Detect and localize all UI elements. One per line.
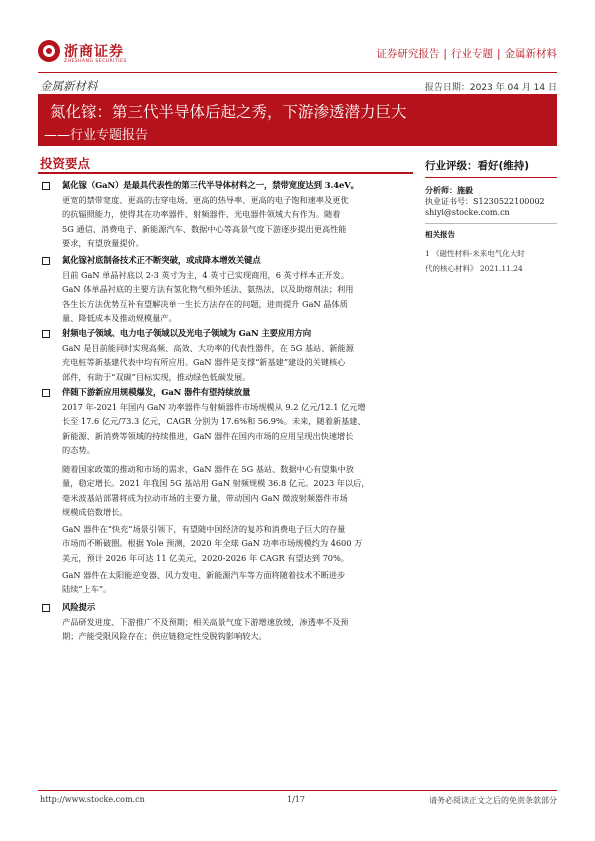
text-line: 市场而不断破圈。根据 Yole 预测，2020 年全球 GaN 功率市场规模约为 4600 万 [62,538,363,549]
section-heading: 氮化镓衬底制备技术正不断突破，或成降本增效关键点 [62,255,261,265]
report-title: 氮化镓：第三代半导体后起之秀，下游渗透潜力巨大 [50,103,407,121]
section-paragraph [62,462,370,519]
related-report-item[interactable]: 1 《磁性材料-未来电气化大时 [425,249,525,258]
report-date: 报告日期：2023 年 04 月 14 日 [424,83,557,93]
bullet-checkbox-icon [42,330,50,338]
nav-separator: | [496,48,501,60]
bullet-checkbox-icon [42,257,50,265]
sector-label: 金属新材料 [40,79,98,93]
main-heading: 投资要点 [40,156,91,171]
section-paragraph [62,615,349,644]
text-line: 长至 17.6 亿元/73.3 亿元，CAGR 分别为 17.6%和 56.9%。未来，随着新基建、 [62,416,366,427]
analyst-email: shiyi@stocke.com.cn [425,208,510,217]
section-paragraph [62,193,349,250]
bullet-checkbox-icon [42,389,50,397]
related-reports-heading: 相关报告 [425,230,455,239]
text-line: GaN 器件在太阳能逆变器、风力发电、新能源汽车等方面将随着技术不断进步 [62,570,346,580]
section-heading: 风险提示 [62,602,96,612]
text-line: 新能源、新消费等领域的持续推进，GaN 器件在国内市场的应用呈现出快速增长 [62,430,354,441]
footer-website-link[interactable]: http://www.stocke.com.cn [40,795,145,804]
text-line: 各生长方法优势互补有望解决单一生长方法存在的问题，进而提升 GaN 晶体质 [62,298,348,309]
text-line: 规模成倍数增长。 [62,506,128,517]
nav-separator: | [443,48,447,60]
header-divider [38,72,557,73]
text-line: 量、降低成本及推动规模量产。 [62,312,177,323]
text-line: 期；产能受限风险存在；供应链稳定性受脱钩影响较大。 [62,631,267,642]
industry-rating: 行业评级：看好(维持) [425,160,530,172]
text-line: 更宽的禁带宽度、更高的击穿电场、更高的热导率、更高的电子饱和速率及更优 [62,195,349,205]
main-heading-rule [38,172,413,174]
text-line: GaN 是目前能同时实现高频、高效、大功率的代表性器件，在 5G 基站、新能源 [62,343,354,353]
disclaimer-note: 请务必阅读正文之后的免责条款部分 [429,796,557,805]
text-line: 充电桩等新基建代表中均有所应用。GaN 器件是支撑“新基建”建设的关键核心 [62,357,346,368]
logo-emblem-icon [38,40,60,62]
text-line: 部件，有助于“双碳”目标实现，推动绿色低碳发展。 [62,371,251,382]
footer-divider [38,790,557,791]
bullet-checkbox-icon [42,604,50,612]
nav-topic: 行业专题 [450,48,493,60]
section-paragraph [62,341,354,384]
related-reports-list [425,246,525,276]
text-line: 2017 年-2021 年国内 GaN 功率器件与射频器件市场规模从 9.2 亿元/12.1 亿元增 [62,402,366,412]
text-line: 陆续“上车”。 [62,584,112,595]
nav-sector: 金属新材料 [504,48,557,60]
text-line: 产品研发进度、下游推广不及预期；相关高景气度下游增速放缓，渗透率不及预 [62,617,349,627]
text-line: 的态势。 [62,444,95,455]
logo-english-name: ZHESHANG SECURITIES [64,59,127,64]
logo-name: 浙商证券 [64,44,124,60]
sidebar-rule [425,177,557,178]
section-heading: 氮化镓（GaN）是最具代表性的第三代半导体材料之一，禁带宽度达到 3.4eV。 [62,180,359,190]
bullet-checkbox-icon [42,182,50,190]
text-line: GaN 器件在“快充”场景引领下，有望随中国经济的复苏和消费电子巨大的存量 [62,524,346,534]
text-line: 量，稳定增长。2021 年我国 5G 基站用 GaN 射频规模 36.8 亿元。2023 年以后， [62,478,370,489]
section-paragraph [62,568,345,597]
company-logo [38,40,130,68]
sidebar-divider [425,223,557,224]
analyst-certificate: 执业证书号：S1230522100002 [425,197,545,206]
section-heading: 伴随下游新应用规模爆发，GaN 器件有望持续放量 [62,387,251,397]
section-heading: 射频电子领域、电力电子领域以及光电子领域为 GaN 主要应用方向 [62,328,311,338]
text-line: 目前 GaN 单晶衬底以 2-3 英寸为主，4 英寸已实现商用，6 英寸样本正开发。 [62,270,350,280]
section-paragraph [62,522,362,565]
analyst-name: 分析师：施毅 [425,185,473,195]
text-line: 美元，预计 2026 年可达 11 亿美元，2020-2026 年 CAGR 有望达到 70%。 [62,552,349,563]
text-line: GaN 体单晶衬底的主要方法有氢化物气相外延法、氨热法，以及助熔剂法；利用 [62,284,354,295]
report-subtitle: ——行业专题报告 [44,128,149,143]
text-line: 5G 通信、消费电子、新能源汽车、数据中心等高景气度下游逐步提出更高性能 [62,223,347,234]
text-line: 随着国家政策的推动和市场的需求，GaN 器件在 5G 基站、数据中心有望集中放 [62,464,354,474]
header-nav [376,46,557,61]
nav-report-type: 证券研究报告 [376,48,440,60]
related-report-item[interactable]: 代的核心材料》 2021.11.24 [425,264,523,273]
text-line: 毫米波基站部署将成为拉动市场的主要力量，带动国内 GaN 微波射频器件市场 [62,492,348,503]
section-paragraph [62,400,366,457]
page-number: 1/17 [287,795,305,804]
text-line: 的抗辐照能力，使得其在功率器件、射频器件、光电器件领域大有作为。随着 [62,209,341,220]
section-paragraph [62,268,353,325]
analyst-info [425,185,545,218]
text-line: 要求，有望放量提价。 [62,237,144,248]
